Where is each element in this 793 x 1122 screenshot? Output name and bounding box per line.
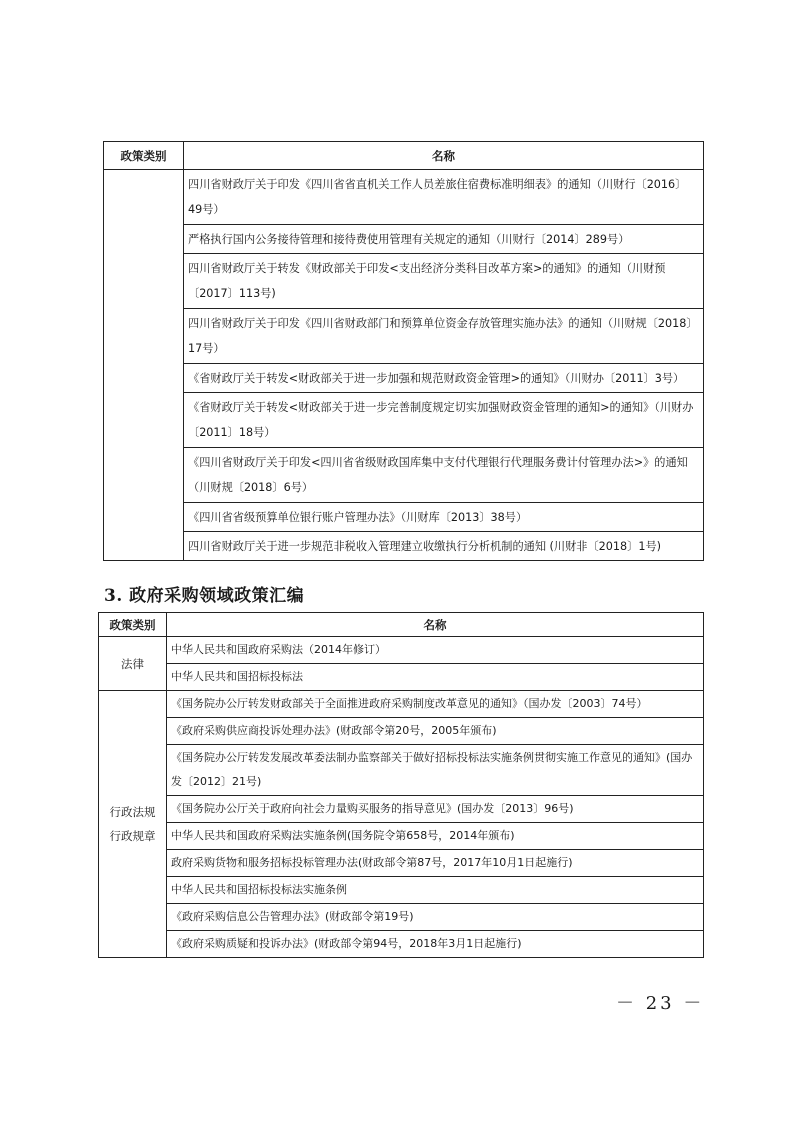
policy-name-cell: 中华人民共和国政府采购法实施条例(国务院令第658号，2014年颁布) (167, 823, 704, 850)
policy-name-cell: 四川省财政厅关于进一步规范非税收入管理建立收缴执行分析机制的通知 (川财非〔2018〕1号) (184, 532, 704, 561)
policy-name-cell: 《省财政厅关于转发<财政部关于进一步加强和规范财政资金管理>的通知》（川财办〔2011〕3号） (184, 364, 704, 393)
category-line: 行政法规 (109, 805, 156, 819)
table-row (104, 170, 704, 225)
policy-name-cell: 《国务院办公厅关于政府向社会力量购买服务的指导意见》(国办发〔2013〕96号) (167, 796, 704, 823)
policy-name-cell: 《四川省省级预算单位银行账户管理办法》（川财库〔2013〕38号） (184, 503, 704, 532)
table-row (99, 745, 704, 796)
policy-name-cell: 《省财政厅关于转发<财政部关于进一步完善制度规定切实加强财政资金管理的通知>的通知》（川财办〔2011〕18号） (184, 393, 704, 448)
policy-name-cell: 四川省财政厅关于印发《四川省财政部门和预算单位资金存放管理实施办法》的通知（川财规〔2018〕17号） (184, 309, 704, 364)
policy-name-cell: 中华人民共和国招标投标法实施条例 (167, 877, 704, 904)
table-row (99, 796, 704, 823)
table-row (99, 931, 704, 958)
table-row (99, 877, 704, 904)
page-number: － 23 － (616, 993, 705, 1014)
budget-policy-table (103, 141, 704, 561)
column-header-name: 名称 (167, 613, 704, 637)
category-cell-regulations (99, 691, 167, 958)
policy-name-cell: 《国务院办公厅转发财政部关于全面推进政府采购制度改革意见的通知》（国办发〔2003〕74号） (167, 691, 704, 718)
table-row (104, 393, 704, 448)
table-row (104, 364, 704, 393)
column-header-category: 政策类别 (104, 142, 184, 170)
policy-name-cell: 《国务院办公厅转发发展改革委法制办监察部关于做好招标投标法实施条例贯彻实施工作意见的通知》(国办发〔2012〕21号) (167, 745, 704, 796)
table-row (104, 254, 704, 309)
procurement-policy-table (98, 612, 704, 958)
policy-name-cell: 《政府采购供应商投诉处理办法》(财政部令第20号，2005年颁布) (167, 718, 704, 745)
policy-name-cell: 《四川省财政厅关于印发<四川省省级财政国库集中支付代理银行代理服务费计付管理办法>》的通知（川财规〔2018〕6号） (184, 448, 704, 503)
column-header-category: 政策类别 (99, 613, 167, 637)
table-row (99, 850, 704, 877)
table-row (99, 637, 704, 664)
table-header-row (104, 142, 704, 170)
policy-name-cell: 中华人民共和国招标投标法 (167, 664, 704, 691)
table-row (99, 718, 704, 745)
table-row (99, 691, 704, 718)
table-row (99, 823, 704, 850)
table-row (104, 532, 704, 561)
policy-name-cell: 中华人民共和国政府采购法（2014年修订） (167, 637, 704, 664)
section-heading: 3. 政府采购领域政策汇编 (104, 586, 305, 606)
category-cell-empty (104, 170, 184, 561)
table-row (99, 904, 704, 931)
policy-name-cell: 政府采购货物和服务招标投标管理办法(财政部令第87号，2017年10月1日起施行) (167, 850, 704, 877)
table-header-row (99, 613, 704, 637)
policy-name-cell: 严格执行国内公务接待管理和接待费使用管理有关规定的通知（川财行〔2014〕289号） (184, 225, 704, 254)
table-row (99, 664, 704, 691)
table-row (104, 448, 704, 503)
category-cell-law: 法律 (99, 637, 167, 691)
table-row (104, 225, 704, 254)
table-row (104, 309, 704, 364)
column-header-name: 名称 (184, 142, 704, 170)
policy-name-cell: 《政府采购信息公告管理办法》(财政部令第19号) (167, 904, 704, 931)
category-line: 行政规章 (109, 829, 156, 843)
table-row (104, 503, 704, 532)
policy-name-cell: 《政府采购质疑和投诉办法》(财政部令第94号，2018年3月1日起施行) (167, 931, 704, 958)
policy-name-cell: 四川省财政厅关于印发《四川省省直机关工作人员差旅住宿费标准明细表》的通知（川财行〔2016〕49号） (184, 170, 704, 225)
policy-name-cell: 四川省财政厅关于转发《财政部关于印发<支出经济分类科目改革方案>的通知》的通知（川财预〔2017〕113号) (184, 254, 704, 309)
